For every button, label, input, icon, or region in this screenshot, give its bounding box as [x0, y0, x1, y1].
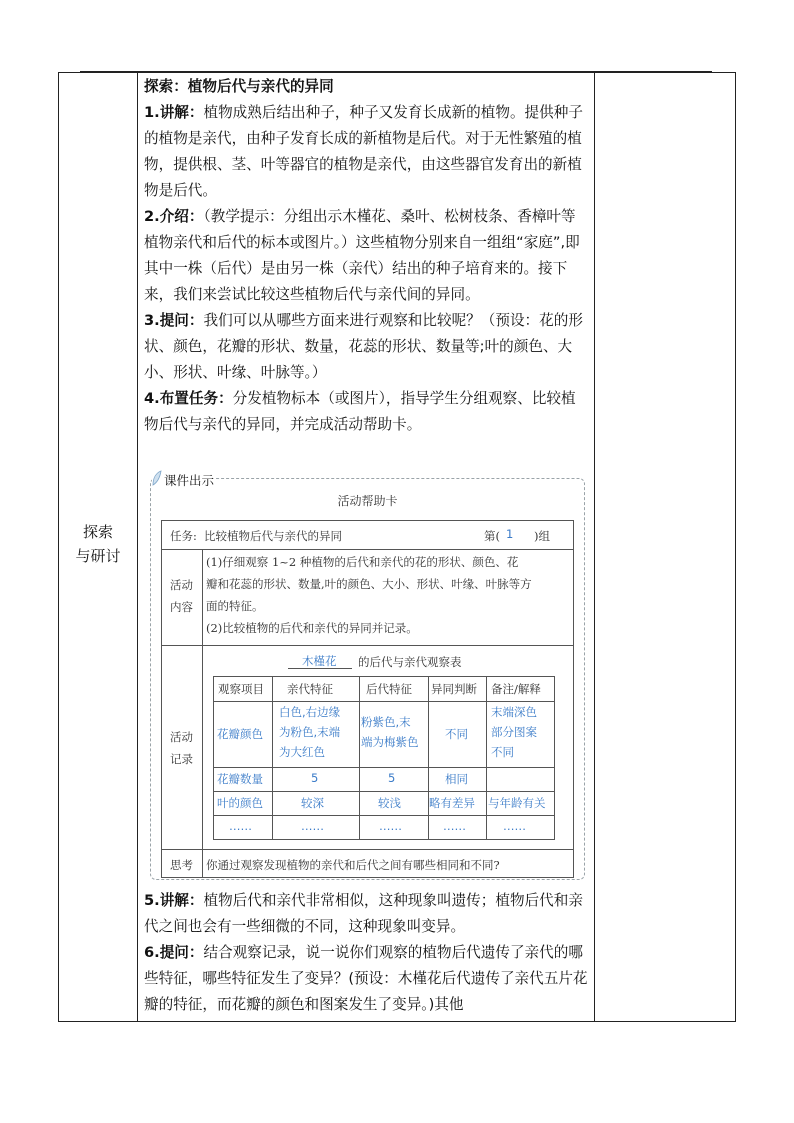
content-line-2: 瓣和花蕊的形状、数量,叶的颜色、大小、形状、叶缘、叶脉等方: [206, 577, 532, 591]
header-judge: 异同判断: [431, 682, 477, 696]
card-title: 活动帮助卡: [337, 494, 398, 508]
lesson-content-lower: [144, 888, 590, 1018]
lesson-content: [144, 74, 590, 438]
row1-child-2: 端为梅紫色: [361, 735, 419, 749]
observation-table-text: [213, 676, 555, 840]
right-column-divider: [594, 72, 595, 1022]
row1-item: 花瓣颜色: [217, 727, 263, 741]
observation-table-title: 的后代与亲代观察表: [358, 655, 462, 669]
row3-note: 与年龄有关: [488, 796, 546, 810]
group-suffix: )组: [534, 529, 550, 543]
row1-parent-3: 为大红色: [279, 745, 325, 759]
stage-label: 探索 与研讨: [75, 523, 121, 565]
row2-judge: 相同: [445, 772, 468, 786]
paragraph-3: 3.提问：我们可以从哪些方面来进行观察和比较呢？（预设：花的形状、颜色，花瓣的形状、数量，花蕊的形状、数量等;叶的颜色、大小、形状、叶缘、叶脉等。）: [144, 312, 583, 381]
think-label: 思考: [170, 858, 193, 872]
row2-child: 5: [388, 771, 396, 785]
task-text: 比较植物后代与亲代的异同: [204, 529, 342, 543]
row1-child-1: 粉紫色,末: [361, 715, 411, 729]
row2-item: 花瓣数量: [217, 772, 263, 786]
row4-judge: ……: [443, 819, 466, 833]
header-child: 后代特征: [366, 682, 412, 696]
paragraph-1: 1.讲解：植物成熟后结出种子，种子又发育长成新的植物。提供种子的植物是亲代，由种子发育长成的新植物是后代。对于无性繁殖的植物，提供根、茎、叶等器官的植物是亲代，由这些器官发育出的新植物是后代。: [144, 104, 583, 199]
row4-item: ……: [229, 819, 252, 833]
header-note: 备注/解释: [491, 682, 541, 696]
record-label-2: 记录: [170, 752, 193, 766]
row4-note: ……: [503, 819, 526, 833]
paragraph-5: 5.讲解：植物后代和亲代非常相似，这种现象叫遗传；植物后代和亲代之间也会有一些细微的不同，这种现象叫变异。: [144, 892, 583, 935]
paragraph-4: 4.布置任务：分发植物标本（或图片），指导学生分组观察、比较植物后代与亲代的异同，并完成活动帮助卡。: [144, 390, 576, 433]
record-label-1: 活动: [170, 730, 193, 744]
content-line-4: (2)比较植物的后代和亲代的异同并记录。: [206, 621, 418, 635]
row3-child: 较浅: [378, 796, 401, 810]
leaf-icon: [152, 470, 162, 486]
row3-item: 叶的颜色: [217, 796, 263, 810]
content-line-3: 面的特征。: [206, 599, 264, 613]
row4-child: ……: [379, 819, 402, 833]
content-label-2: 内容: [170, 600, 193, 614]
content-line-1: (1)仔细观察 1~2 种植物的后代和亲代的花的形状、颜色、花: [206, 555, 519, 569]
group-prefix: 第(: [484, 529, 500, 543]
row1-parent-2: 为粉色,末端: [279, 725, 341, 739]
row3-judge: 略有差异: [429, 796, 475, 810]
task-label: 任务:: [170, 529, 197, 543]
row4-parent: ……: [301, 819, 324, 833]
group-number: 1: [506, 527, 514, 541]
row1-note-3: 不同: [491, 745, 514, 759]
paragraph-2: 2.介绍：（教学提示：分组出示木槿花、桑叶、松树枝条、香樟叶等植物亲代和后代的标本或图片。）这些植物分别来自一组组“家庭”,即其中一株（后代）是由另一株（亲代）结出的种子培育来的。接下来，我们来尝试比较这些植物后代与亲代间的异同。: [144, 208, 580, 303]
row1-parent-1: 白色,右边缘: [279, 705, 341, 719]
row3-parent: 较深: [301, 796, 324, 810]
content-label-1: 活动: [170, 578, 193, 592]
row1-note-2: 部分图案: [491, 725, 537, 739]
row2-parent: 5: [311, 771, 319, 785]
courseware-tag-label: 课件出示: [164, 473, 215, 488]
paragraph-6: 6.提问：结合观察记录，说一说你们观察的植物后代遗传了亲代的哪些特征，哪些特征发生了变异？(预设：木槿花后代遗传了亲代五片花瓣的特征，而花瓣的颜色和图案发生了变异。)其他: [144, 944, 588, 1013]
plant-name: 木槿花: [302, 654, 337, 668]
row1-note-1: 末端深色: [491, 705, 537, 719]
think-question: 你通过观察发现植物的亲代和后代之间有哪些相同和不同?: [206, 858, 500, 872]
header-item: 观察项目: [218, 682, 264, 696]
section-title: 探索：植物后代与亲代的异同: [144, 78, 334, 95]
header-parent: 亲代特征: [287, 682, 333, 696]
row1-judge: 不同: [445, 727, 468, 741]
